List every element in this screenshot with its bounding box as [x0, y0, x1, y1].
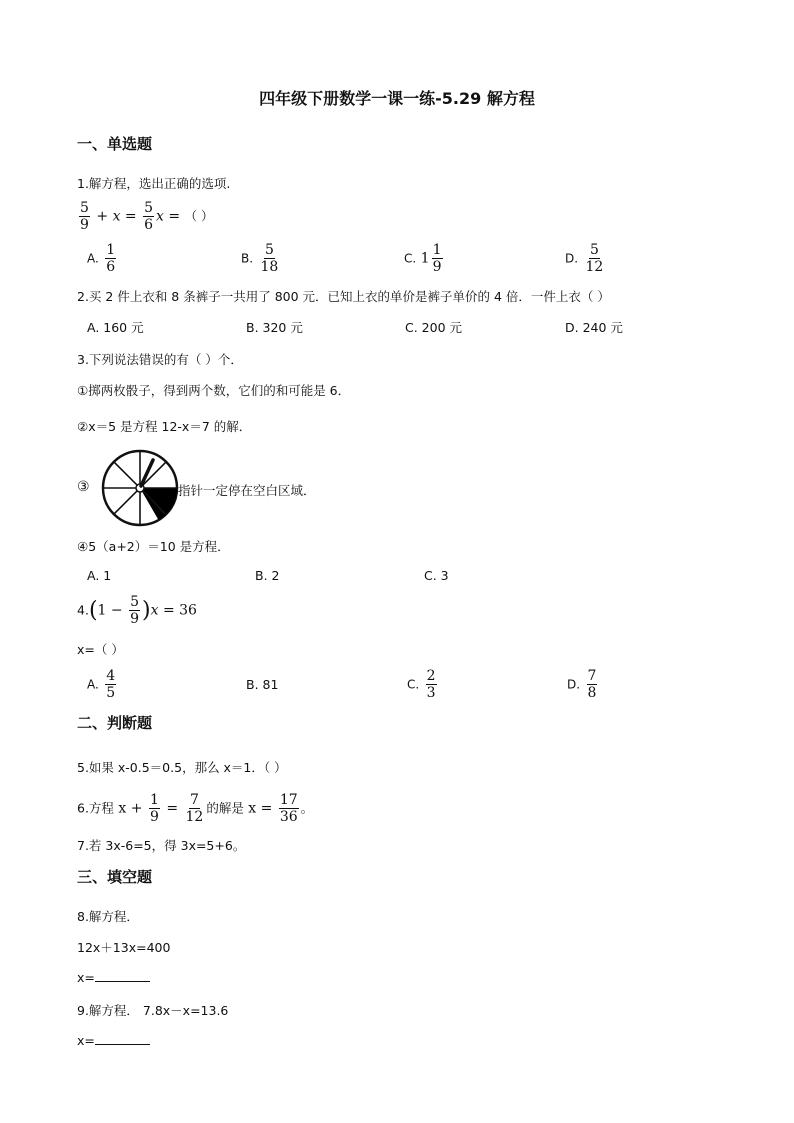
- q4-option-b[interactable]: B. 81: [246, 677, 279, 692]
- q2-option-d[interactable]: D. 240 元: [565, 320, 623, 335]
- answer-blank: [95, 1033, 150, 1045]
- question-4-ask: x=（ ）: [77, 642, 124, 657]
- q2-option-b[interactable]: B. 320 元: [246, 320, 303, 335]
- q4-option-d[interactable]: D. $\frac{7}{8}$: [567, 668, 597, 701]
- q1-option-b[interactable]: B. $\frac{5}{18}$: [241, 242, 279, 275]
- q2-option-a[interactable]: A. 160 元: [87, 320, 144, 335]
- question-6-stem: 6.方程 x + $\frac{1}{9}$ = $\frac{7}{12}$ 的解是 x = $\frac{17}{36}$ 。: [77, 792, 314, 825]
- q2-option-c[interactable]: C. 200 元: [405, 320, 463, 335]
- q3-option-a[interactable]: A. 1: [87, 568, 112, 583]
- question-9-stem: 9.解方程． 7.8x－x=13.6: [77, 1003, 229, 1018]
- question-8-answer[interactable]: x=: [77, 970, 150, 985]
- section-heading-true-false: 二、判断题: [77, 714, 153, 732]
- section-heading-single-choice: 一、单选题: [77, 135, 153, 153]
- statement-4: ④5（a+2）＝10 是方程．: [77, 539, 230, 554]
- statement-3-text: 指针一定停在空白区域．: [178, 483, 316, 498]
- fraction: $\frac{5}{9}$: [80, 200, 89, 233]
- question-1-equation: $\frac{5}{9}$ + x = $\frac{5}{6}$ x = （ ）: [80, 200, 214, 233]
- question-9-answer[interactable]: x=: [77, 1033, 150, 1048]
- spinner-wheel-image: [101, 449, 179, 527]
- fraction: $\frac{5}{6}$: [144, 200, 154, 233]
- q1-option-c[interactable]: C. 1 $\frac{1}{9}$: [404, 242, 442, 275]
- question-8-stem: 8.解方程．: [77, 909, 139, 924]
- section-heading-fill-in: 三、填空题: [77, 868, 153, 886]
- statement-1: ①掷两枚骰子，得到两个数，它们的和可能是 6．: [77, 383, 351, 398]
- q3-option-c[interactable]: C. 3: [424, 568, 449, 583]
- question-3-stem: 3.下列说法错误的有（ ）个．: [77, 352, 243, 367]
- question-8-equation: 12x＋13x=400: [77, 940, 171, 955]
- question-4-equation: 4.(1 − $\frac{5}{9}$ )x = 36: [77, 594, 197, 627]
- question-1-stem: 1.解方程，选出正确的选项.: [77, 176, 231, 191]
- statement-3-mark: ③: [77, 479, 90, 495]
- q4-option-a[interactable]: A. $\frac{4}{5}$: [87, 668, 116, 701]
- question-7-stem: 7.若 3x-6=5，得 3x=5+6。: [77, 838, 246, 853]
- question-5-stem: 5.如果 x-0.5＝0.5，那么 x＝1．（ ）: [77, 760, 287, 775]
- q3-option-b[interactable]: B. 2: [255, 568, 280, 583]
- q1-option-d[interactable]: D. $\frac{5}{12}$: [565, 242, 604, 275]
- answer-blank: [95, 970, 150, 982]
- q1-option-a[interactable]: A. $\frac{1}{6}$: [87, 242, 116, 275]
- statement-2: ②x＝5 是方程 12-x＝7 的解．: [77, 419, 252, 434]
- page-title: 四年级下册数学一课一练-5.29 解方程: [259, 89, 535, 108]
- q4-option-c[interactable]: C. $\frac{2}{3}$: [407, 668, 436, 701]
- question-2-stem: 2.买 2 件上衣和 8 条裤子一共用了 800 元．已知上衣的单价是裤子单价的 4 倍．一件上衣（ ）: [77, 289, 610, 304]
